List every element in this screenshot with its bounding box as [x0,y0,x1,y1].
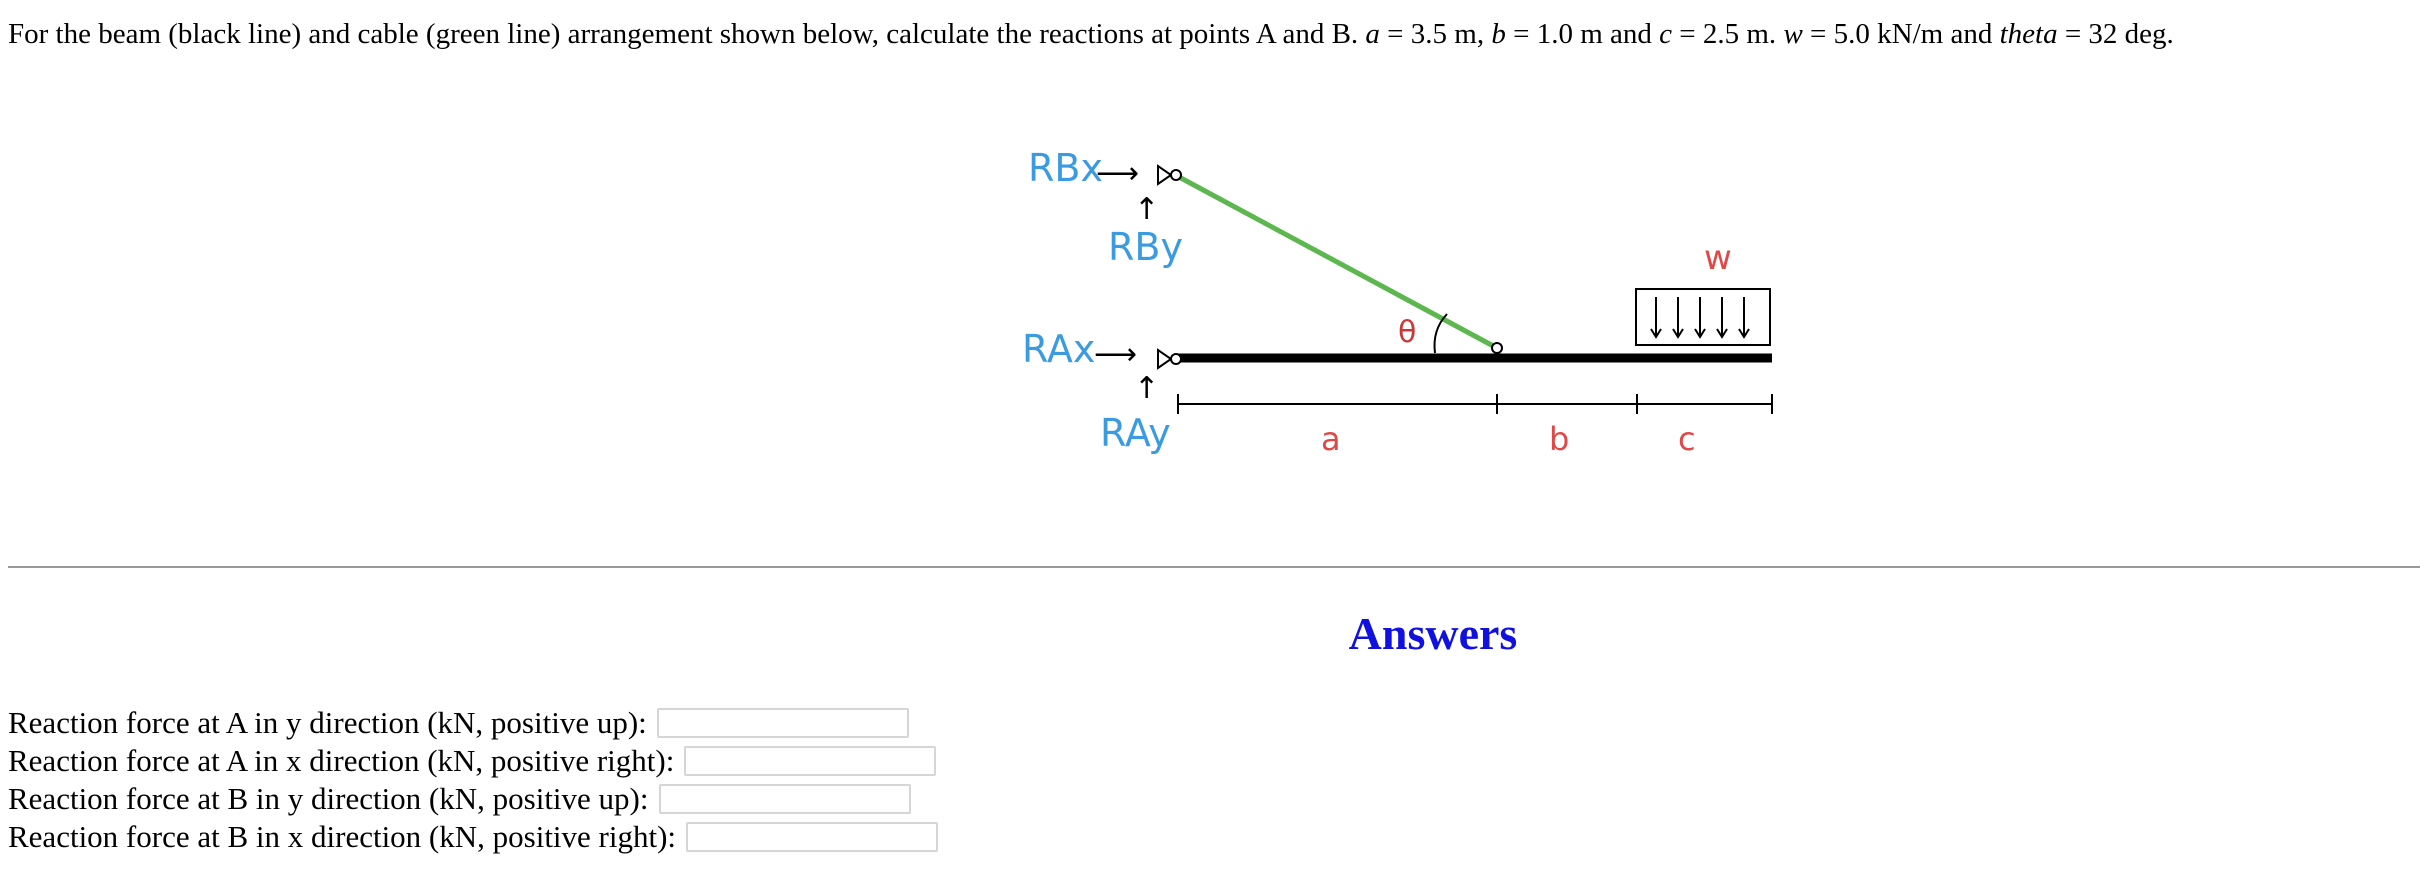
answer-label-ay: Reaction force at A in y direction (kN, positive up): [8,705,647,740]
answer-row-ay [8,704,909,742]
arrow-rbx-icon: ⟶ [1096,156,1140,191]
answer-label-bx: Reaction force at B in x direction (kN, positive right): [8,819,677,854]
problem-intro: For the beam (black line) and cable (green line) arrangement shown below, calculate the reactions at points A and B. [8,18,1366,50]
label-rax: RAx [1022,327,1096,371]
var-a: a [1365,18,1380,50]
distributed-load [1636,289,1770,345]
answers-heading: Answers [1348,608,1518,659]
value-theta: = 32 deg. [2057,18,2174,50]
answer-label-by: Reaction force at B in y direction (kN, positive up): [8,781,649,816]
pin-support-a [1158,350,1181,368]
dim-b-label: b [1549,420,1570,458]
label-rbx: RBx [1028,146,1103,190]
answer-input-ax[interactable] [684,746,936,776]
var-w: w [1783,18,1803,50]
value-c: = 2.5 m. [1672,18,1784,50]
cable-attachment-pin [1492,343,1502,353]
dimension-line [1178,394,1772,414]
value-a: = 3.5 m, [1379,18,1492,50]
section-divider [8,566,2420,568]
label-rby: RBy [1108,225,1183,269]
pin-support-b [1158,166,1181,184]
value-w: = 5.0 kN/m and [1802,18,2000,50]
answer-input-ay[interactable] [657,708,909,738]
answer-input-bx[interactable] [686,822,938,852]
var-theta: theta [1999,18,2058,50]
value-b: = 1.0 m and [1505,18,1660,50]
var-b: b [1491,18,1506,50]
arrow-rby-icon: ↑ [1134,192,1160,227]
var-c: c [1659,18,1673,50]
label-ray: RAy [1100,411,1171,455]
answer-label-ax: Reaction force at A in x direction (kN, positive right): [8,743,675,778]
dim-c-label: c [1678,420,1696,458]
arrow-rax-icon: ⟶ [1094,337,1138,372]
cable-line [1179,177,1497,348]
answer-input-by[interactable] [659,784,911,814]
load-w-label: w [1704,238,1732,278]
arrow-ray-icon: ↑ [1134,371,1160,406]
dim-a-label: a [1321,420,1341,458]
answer-row-by [8,780,911,818]
answer-row-bx [8,818,938,856]
theta-label: θ [1398,315,1417,350]
answer-row-ax [8,742,936,780]
